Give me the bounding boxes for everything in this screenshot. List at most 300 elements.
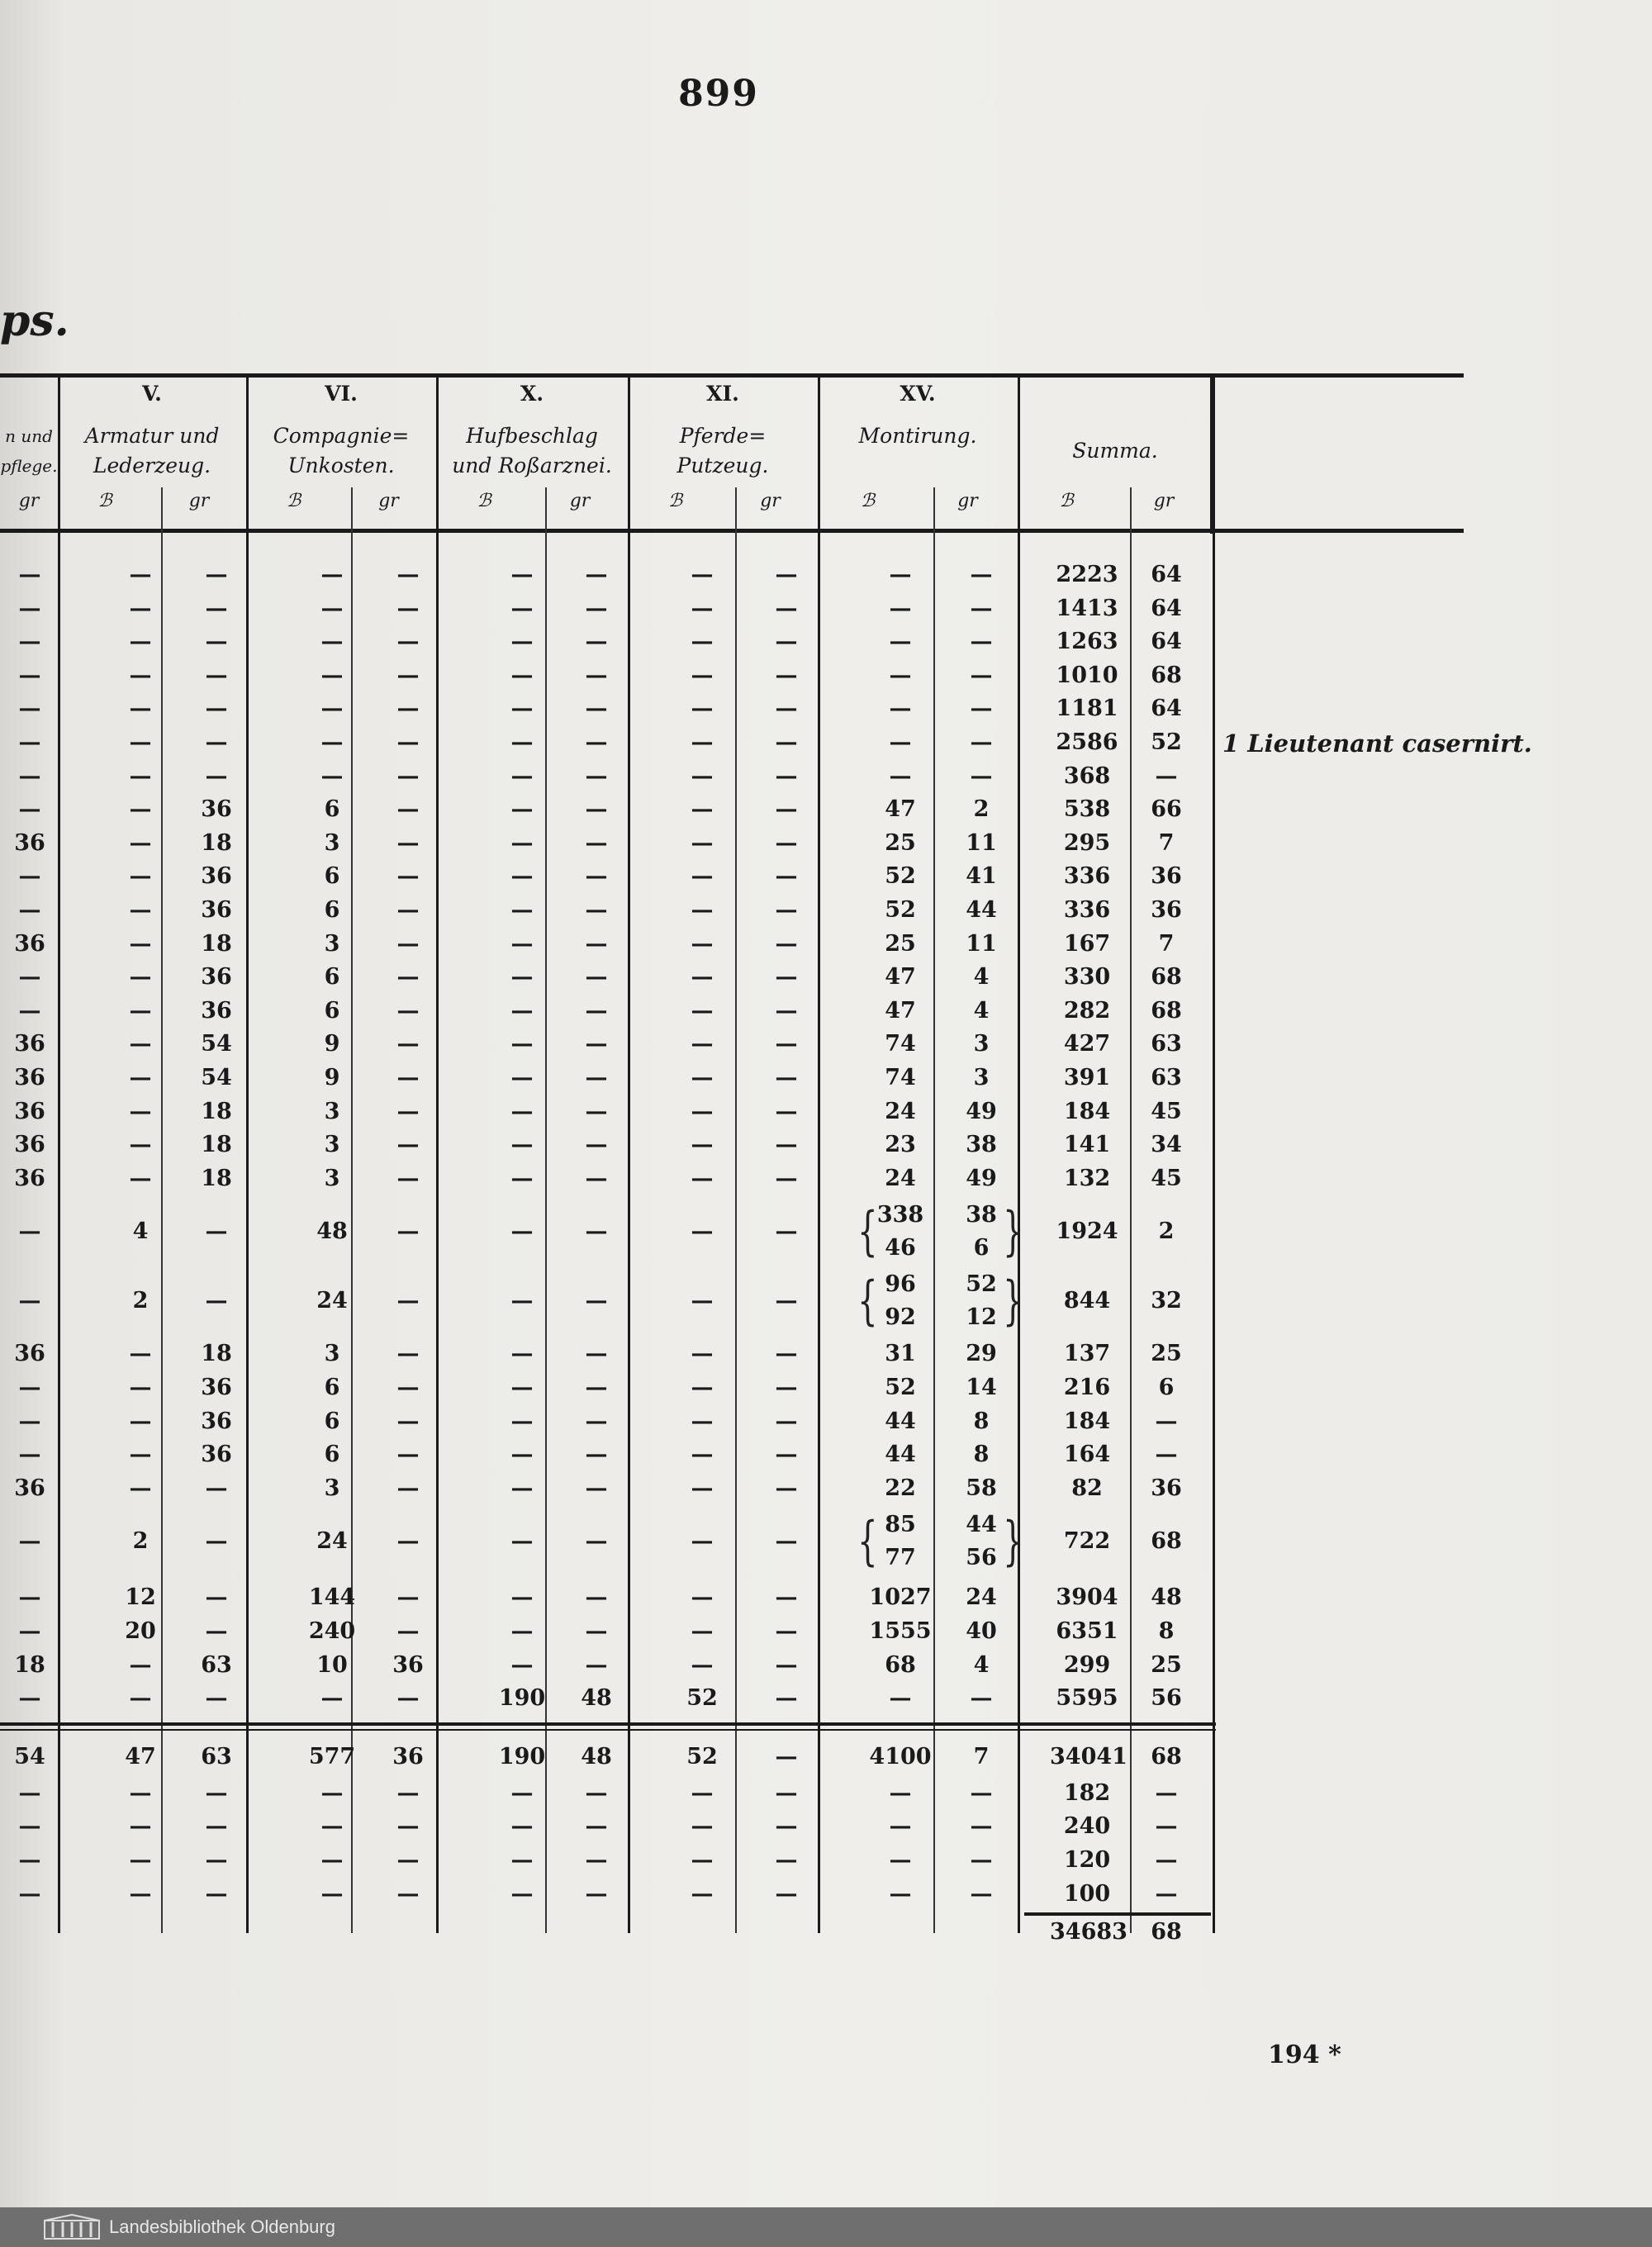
table-row-cell: 45 (1151, 1098, 1182, 1124)
extra-row-cell: — (775, 1847, 798, 1873)
table-row-cell: — (18, 1685, 41, 1712)
totals-cell: 52 (686, 1743, 718, 1770)
table-row-cell: — (18, 629, 41, 655)
table-row-cell: 36 (1151, 897, 1182, 923)
table-row-cell: 18 (14, 1651, 45, 1678)
table-row-cell: 3 (324, 1165, 340, 1191)
brace-row-montirung-groschen: 38 (966, 1202, 997, 1228)
table-row-cell: 24 (885, 1098, 916, 1124)
brace-row-montirung-groschen: 6 (973, 1235, 990, 1261)
brace-row-cell: — (510, 1288, 534, 1314)
table-row-cell: 40 (966, 1618, 997, 1644)
table-row-cell: — (585, 1408, 608, 1434)
extra-row-cell: — (18, 1813, 41, 1840)
table-row-cell: — (396, 897, 420, 923)
table-row-cell: — (775, 829, 798, 856)
table-row-cell: 8 (973, 1408, 990, 1434)
table-row-cell: — (775, 1065, 798, 1090)
table-row-cell: — (970, 696, 993, 722)
table-row-cell: 36 (201, 1442, 232, 1468)
table-row-cell: — (320, 729, 344, 755)
table-row-cell: 336 (1063, 863, 1111, 890)
table-row-cell: — (775, 662, 798, 688)
brace-row-cell: — (18, 1288, 41, 1314)
column-header-VI: Compagnie= Unkosten. (273, 424, 410, 477)
table-row-cell: 216 (1063, 1375, 1111, 1400)
table-row-cell: 68 (885, 1651, 916, 1678)
table-row-cell: 64 (1151, 562, 1182, 587)
brace-row-cell: — (691, 1288, 714, 1314)
column-header-summa: Summa. (1072, 439, 1158, 463)
table-row-cell: 36 (201, 964, 232, 990)
table-row-cell: 18 (201, 1098, 232, 1124)
brace-row-montirung-thaler: 46 (885, 1235, 916, 1261)
table-row-cell: — (970, 1685, 993, 1712)
brace-row-montirung-thaler: 96 (885, 1271, 916, 1298)
table-row-cell: — (585, 629, 608, 655)
table-row-cell: 7 (1158, 930, 1175, 957)
extra-row-cell: — (889, 1880, 912, 1907)
table-row-cell: — (775, 595, 798, 621)
table-row-cell: — (691, 1618, 714, 1644)
table-row-cell: — (585, 1442, 608, 1468)
table-row-cell: — (396, 729, 420, 755)
table-row-cell: — (585, 729, 608, 755)
table-row-cell: — (775, 1408, 798, 1434)
table-row-cell: 240 (308, 1618, 356, 1644)
totals-cell: 47 (125, 1743, 156, 1770)
extra-row-cell: — (205, 1779, 228, 1806)
table-row-cell: — (585, 1651, 608, 1678)
table-row-cell: 18 (201, 829, 232, 856)
table-row-cell: — (691, 863, 714, 890)
table-row-cell: 36 (201, 796, 232, 823)
table-row-cell: 49 (966, 1165, 997, 1191)
table-row-cell: 4 (973, 997, 990, 1024)
unit-groschen-partial: gr (18, 491, 40, 511)
table-row-cell: — (396, 1098, 420, 1124)
totals-cell: 63 (201, 1743, 232, 1770)
brace-row-cell: — (205, 1528, 228, 1555)
table-row-cell: — (129, 1651, 152, 1678)
table-row-cell: — (129, 595, 152, 621)
table-row-cell: 68 (1151, 964, 1182, 990)
table-row-cell: — (396, 1065, 420, 1090)
table-row-cell: 6 (324, 964, 340, 990)
extra-row-cell: — (18, 1847, 41, 1873)
brace-row-cell: 24 (316, 1288, 348, 1314)
column-header-partial: n und pflege. (0, 426, 58, 476)
table-row-cell: — (129, 562, 152, 587)
table-row-cell: — (510, 1475, 534, 1501)
table-row-cell: 10 (316, 1651, 348, 1678)
table-row-cell: — (585, 1065, 608, 1090)
column-roman-V: V. (142, 382, 162, 406)
table-row-cell: 36 (201, 997, 232, 1024)
brace-row-montirung-thaler: 338 (876, 1202, 924, 1228)
table-row-cell: — (205, 662, 228, 688)
extra-row-cell: — (129, 1813, 152, 1840)
table-row-cell: — (585, 863, 608, 890)
table-row-cell: — (585, 696, 608, 722)
table-row-cell: — (510, 1031, 534, 1057)
table-row-cell: 2223 (1056, 562, 1118, 587)
brace-row-cell: — (396, 1528, 420, 1555)
brace-row-montirung-thaler: 92 (885, 1304, 916, 1331)
table-row-cell: 184 (1063, 1098, 1111, 1124)
table-row-cell: 52 (885, 863, 916, 890)
brace-row-cell: 2 (132, 1288, 149, 1314)
table-row-cell: 36 (14, 1132, 45, 1158)
table-row-cell: — (585, 930, 608, 957)
table-row-cell: — (585, 1031, 608, 1057)
table-row-cell: — (205, 762, 228, 789)
extra-row-cell: — (129, 1779, 152, 1806)
brace-right-icon: } (1003, 1511, 1023, 1573)
table-row-cell: 56 (1151, 1685, 1182, 1712)
table-row-cell: — (396, 796, 420, 823)
table-row-cell: — (510, 729, 534, 755)
table-row-cell: — (18, 562, 41, 587)
table-row-cell: — (510, 662, 534, 688)
table-row-cell: 54 (201, 1031, 232, 1057)
table-row-cell: 9 (324, 1031, 340, 1057)
table-row-cell: — (18, 796, 41, 823)
extra-row-cell: — (205, 1880, 228, 1907)
table-row-cell: 47 (885, 796, 916, 823)
table-row-cell: — (320, 1685, 344, 1712)
table-row-cell: 2586 (1056, 729, 1118, 755)
table-row-cell: — (396, 662, 420, 688)
table-row-cell: 25 (1151, 1341, 1182, 1367)
table-row-cell: 5595 (1056, 1685, 1118, 1712)
extra-row-cell: — (970, 1779, 993, 1806)
table-row-cell: 18 (201, 1341, 232, 1367)
table-row-cell: — (970, 762, 993, 789)
extra-row-cell: 120 (1063, 1847, 1111, 1873)
extra-row-cell: — (510, 1847, 534, 1873)
extra-row-cell: — (775, 1813, 798, 1840)
table-row-cell: — (129, 729, 152, 755)
table-row-cell: — (129, 1031, 152, 1057)
table-row-cell: 282 (1063, 997, 1111, 1024)
table-row-cell: — (970, 629, 993, 655)
table-row-cell: — (320, 696, 344, 722)
extra-row-cell: 240 (1063, 1813, 1111, 1840)
row-note: 1 Lieutenant casernirt. (1222, 729, 1532, 758)
extra-row-cell: — (970, 1813, 993, 1840)
table-row-cell: 1027 (869, 1584, 932, 1611)
table-row-cell: — (396, 1375, 420, 1400)
table-row-cell: — (510, 762, 534, 789)
extra-row-cell: — (691, 1779, 714, 1806)
table-row-cell: — (889, 562, 912, 587)
extra-row-cell: — (396, 1813, 420, 1840)
unit-thaler-V: ℬ (97, 491, 112, 511)
table-row-cell: 3 (324, 1341, 340, 1367)
totals-cell: 4100 (869, 1743, 932, 1770)
table-row-cell: — (396, 829, 420, 856)
table-row-cell: — (775, 997, 798, 1024)
table-row-cell: — (1155, 1442, 1178, 1468)
table-row-cell: 18 (201, 1132, 232, 1158)
extra-row-cell: — (691, 1847, 714, 1873)
table-row-cell: 391 (1063, 1065, 1111, 1090)
column-roman-XV: XV. (900, 382, 936, 406)
brace-right-icon: } (1003, 1201, 1023, 1263)
table-row-cell: — (691, 1651, 714, 1678)
totals-cell: — (775, 1743, 798, 1770)
brace-row-cell: 24 (316, 1528, 348, 1555)
table-row-cell: — (775, 629, 798, 655)
table-row-cell: — (510, 796, 534, 823)
table-row-cell: 6 (324, 796, 340, 823)
table-row-cell: — (129, 1341, 152, 1367)
table-row-cell: — (691, 696, 714, 722)
table-row-cell: 1413 (1056, 595, 1118, 621)
extra-row-cell: — (129, 1880, 152, 1907)
totals-rule-top (0, 1722, 1216, 1726)
table-row-cell: 31 (885, 1341, 916, 1367)
table-row-cell: — (320, 762, 344, 789)
table-row-cell: — (889, 729, 912, 755)
table-row-cell: — (775, 796, 798, 823)
extra-row-cell: 182 (1063, 1779, 1111, 1806)
table-row-cell: — (129, 1375, 152, 1400)
table-row-cell: 1263 (1056, 629, 1118, 655)
footer-library-name: Landesbibliothek Oldenburg (109, 2216, 335, 2237)
table-row-cell: 82 (1071, 1475, 1103, 1501)
table-row-cell: 36 (14, 1475, 45, 1501)
extra-row-cell: — (889, 1779, 912, 1806)
table-row-cell: — (775, 930, 798, 957)
table-row-cell: — (889, 762, 912, 789)
table-row-cell: 52 (686, 1685, 718, 1712)
unit-thaler-summa: ℬ (1059, 491, 1074, 511)
table-row-cell: — (129, 662, 152, 688)
brace-row-sum-groschen: 2 (1158, 1219, 1175, 1245)
table-row-cell: 36 (14, 1031, 45, 1057)
table-row-cell: — (18, 729, 41, 755)
table-row-cell: — (510, 829, 534, 856)
table-row-cell: — (205, 1475, 228, 1501)
table-row-cell: — (320, 595, 344, 621)
table-row-cell: — (775, 1475, 798, 1501)
table-row-cell: 3904 (1056, 1584, 1118, 1611)
table-row-cell: — (18, 1442, 41, 1468)
table-row-cell: — (691, 1375, 714, 1400)
totals-cell: 7 (973, 1743, 990, 1770)
table-row-cell: — (129, 1685, 152, 1712)
extra-row-cell: — (775, 1779, 798, 1806)
column-header-XV: Montirung. (858, 424, 977, 448)
table-row-cell: — (585, 762, 608, 789)
extra-row-cell: — (970, 1880, 993, 1907)
table-row-cell: 49 (966, 1098, 997, 1124)
unit-groschen-VI: gr (378, 491, 399, 511)
table-row-cell: — (585, 1165, 608, 1191)
table-row-cell: 3 (324, 1132, 340, 1158)
table-row-cell: — (691, 1065, 714, 1090)
table-row-cell: 36 (14, 1165, 45, 1191)
extra-row-cell: — (775, 1880, 798, 1907)
extra-row-cell: — (320, 1880, 344, 1907)
table-row-cell: 41 (966, 863, 997, 890)
brace-row-montirung-groschen: 12 (966, 1304, 997, 1331)
table-row-cell: — (396, 997, 420, 1024)
brace-left-icon: { (857, 1201, 878, 1263)
table-row-cell: — (691, 595, 714, 621)
table-row-cell: — (396, 1584, 420, 1611)
table-row-cell: — (691, 1165, 714, 1191)
table-row-cell: — (970, 562, 993, 587)
summa-divider (1210, 377, 1213, 534)
extra-row-cell: — (1155, 1779, 1178, 1806)
extra-row-cell: — (510, 1880, 534, 1907)
table-row-cell: — (510, 1408, 534, 1434)
column-roman-X: X. (520, 382, 544, 406)
table-row-cell: — (775, 1165, 798, 1191)
table-row-cell: 14 (966, 1375, 997, 1400)
brace-right-icon: } (1003, 1271, 1023, 1333)
table-row-cell: — (775, 1442, 798, 1468)
brace-row-sum-thaler: 844 (1063, 1288, 1111, 1314)
table-row-cell: — (205, 696, 228, 722)
table-row-cell: — (889, 696, 912, 722)
table-row-cell: — (510, 629, 534, 655)
table-row-cell: 6 (324, 863, 340, 890)
table-row-cell: — (775, 897, 798, 923)
table-row-cell: — (775, 1584, 798, 1611)
table-row-cell: — (585, 662, 608, 688)
table-row-cell: 74 (885, 1031, 916, 1057)
table-row-cell: 68 (1151, 662, 1182, 688)
table-row-cell: — (396, 1165, 420, 1191)
totals-cell: 36 (392, 1743, 424, 1770)
table-row-cell: — (691, 796, 714, 823)
table-row-cell: 6 (324, 897, 340, 923)
totals-cell: 577 (308, 1743, 356, 1770)
table-row-cell: — (510, 997, 534, 1024)
extra-row-cell: — (320, 1813, 344, 1840)
brace-row-cell: — (585, 1288, 608, 1314)
table-row-cell: — (691, 1408, 714, 1434)
table-row-cell: — (691, 829, 714, 856)
table-row-cell: — (129, 629, 152, 655)
table-row-cell: — (775, 1132, 798, 1158)
table-row-cell: — (129, 1065, 152, 1090)
column-header-X: Hufbeschlag und Roßarznei. (452, 424, 612, 477)
column-divider (1213, 377, 1215, 1933)
table-row-cell: — (510, 1584, 534, 1611)
grand-total-groschen: 68 (1151, 1919, 1182, 1945)
table-row-cell: 54 (201, 1065, 232, 1090)
table-row-cell: 25 (885, 930, 916, 957)
table-row-cell: 24 (885, 1165, 916, 1191)
table-row-cell: 3 (973, 1031, 990, 1057)
brace-row-cell: — (691, 1528, 714, 1555)
table-row-cell: — (510, 930, 534, 957)
extra-row-cell: — (205, 1847, 228, 1873)
table-row-cell: — (1155, 762, 1178, 789)
table-row-cell: — (970, 595, 993, 621)
unit-groschen-XV: gr (957, 491, 978, 511)
table-row-cell: — (396, 863, 420, 890)
library-logo-icon (43, 2214, 101, 2240)
table-row-cell: — (396, 1132, 420, 1158)
table-row-cell: — (691, 964, 714, 990)
table-row-cell: 74 (885, 1065, 916, 1090)
table-row-cell: 48 (1151, 1584, 1182, 1611)
extra-row-cell: — (585, 1813, 608, 1840)
totals-cell: 68 (1151, 1743, 1182, 1770)
table-row-cell: — (691, 1475, 714, 1501)
table-row-cell: — (510, 1618, 534, 1644)
extra-row-cell: — (889, 1847, 912, 1873)
brace-row-sum-thaler: 722 (1063, 1528, 1111, 1555)
table-row-cell: — (585, 1341, 608, 1367)
table-row-cell: — (691, 562, 714, 587)
table-row-cell: — (585, 1132, 608, 1158)
table-row-cell: — (775, 1375, 798, 1400)
table-row-cell: — (775, 1098, 798, 1124)
column-header-V: Armatur und Lederzeug. (84, 424, 220, 477)
table-row-cell: 6 (1158, 1375, 1175, 1400)
brace-row-cell: — (585, 1528, 608, 1555)
unit-groschen-V: gr (188, 491, 210, 511)
table-row-cell: 18 (201, 1165, 232, 1191)
table-row-cell: — (585, 1375, 608, 1400)
table-row-cell: — (396, 1408, 420, 1434)
table-row-cell: — (691, 897, 714, 923)
table-row-cell: 4 (973, 964, 990, 990)
table-row-cell: — (510, 1132, 534, 1158)
table-row-cell: — (585, 1098, 608, 1124)
table-row-cell: — (889, 662, 912, 688)
table-row-cell: 36 (14, 1065, 45, 1090)
table-row-cell: — (129, 1132, 152, 1158)
table-row-cell: 63 (201, 1651, 232, 1678)
table-row-cell: 1555 (869, 1618, 932, 1644)
table-row-cell: — (1155, 1408, 1178, 1434)
table-row-cell: 45 (1151, 1165, 1182, 1191)
table-row-cell: — (510, 562, 534, 587)
extra-row-cell: — (18, 1779, 41, 1806)
table-row-cell: — (585, 796, 608, 823)
table-row-cell: 66 (1151, 796, 1182, 823)
table-row-cell: — (585, 1475, 608, 1501)
column-header-XI: Pferde= Putzeug. (676, 424, 769, 477)
table-row-cell: — (396, 964, 420, 990)
table-row-cell: 6 (324, 1375, 340, 1400)
brace-row-cell: — (585, 1219, 608, 1245)
table-row-cell: — (129, 1165, 152, 1191)
extra-row-cell: — (320, 1847, 344, 1873)
table-row-cell: — (396, 1442, 420, 1468)
table-row-cell: 1181 (1056, 696, 1118, 722)
table-row-cell: — (510, 595, 534, 621)
table-row-cell: 36 (14, 829, 45, 856)
table-row-cell: 427 (1063, 1031, 1111, 1057)
extra-row-cell: — (1155, 1847, 1178, 1873)
signature-mark: 194 * (1268, 2040, 1341, 2069)
table-row-cell: — (18, 897, 41, 923)
extra-row-cell: — (691, 1880, 714, 1907)
table-row-cell: 538 (1063, 796, 1111, 823)
table-row-cell: — (775, 696, 798, 722)
table-row-cell: — (510, 1098, 534, 1124)
table-row-cell: — (129, 796, 152, 823)
